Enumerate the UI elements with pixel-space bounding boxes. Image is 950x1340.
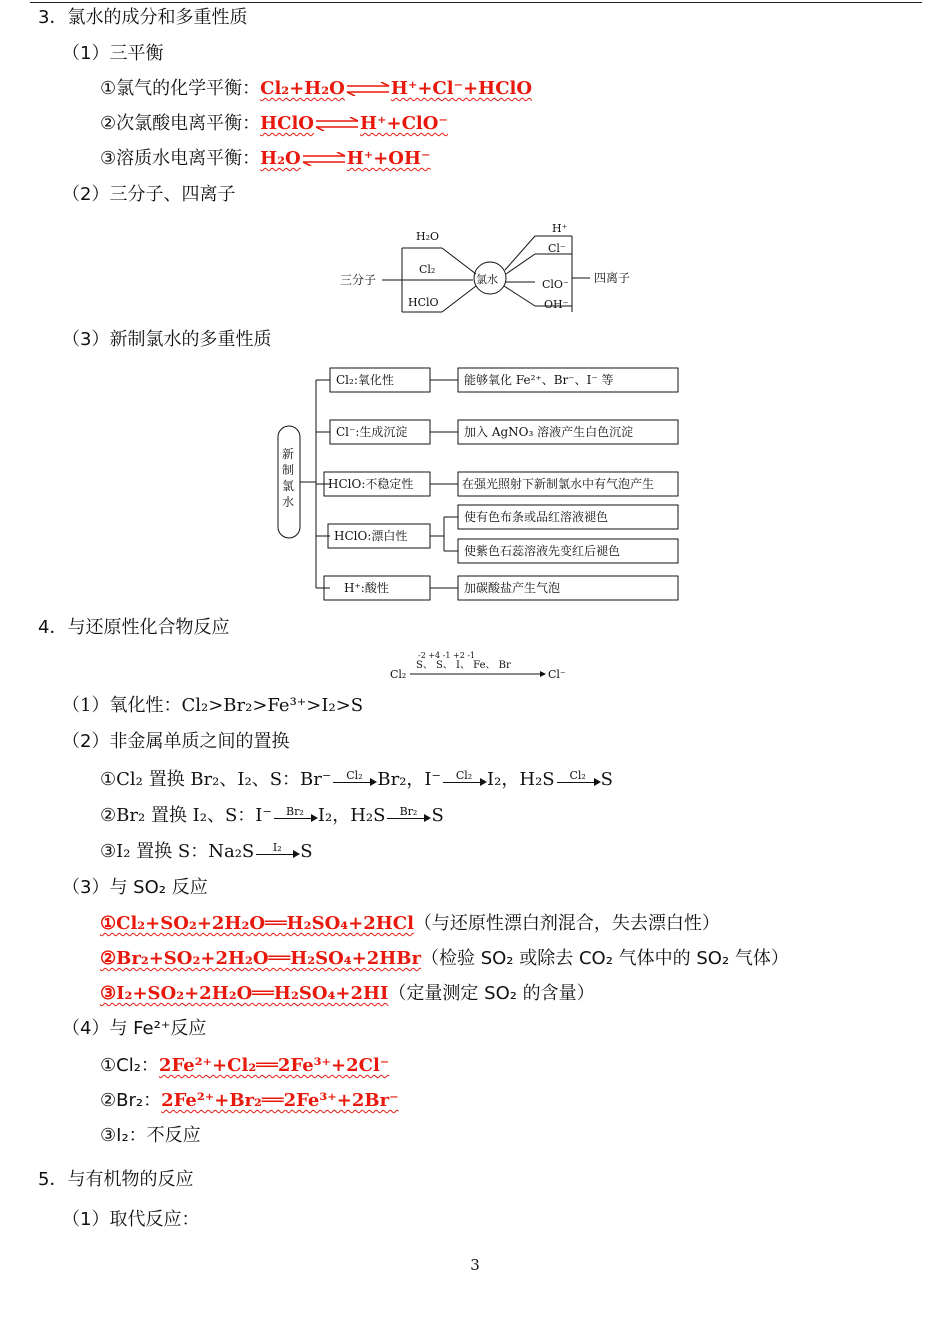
- root-char-2: 制: [282, 463, 295, 477]
- fe-reaction-2: [100, 1089, 399, 1113]
- fe-label: ②Br₂：: [100, 1090, 162, 1111]
- effect-bubbles-light: 在强光照射下新制氯水中有气泡产生: [462, 477, 655, 491]
- equilibrium-left: HClO: [260, 113, 314, 134]
- molecule-h2o: H₂O: [416, 230, 440, 243]
- root-char-3: 氯: [282, 479, 295, 493]
- molecules-ions-diagram: [330, 218, 650, 318]
- equilibrium-left: Cl₂+H₂O: [260, 78, 345, 99]
- so2-reaction-3: [100, 982, 595, 1006]
- subsection-molecules-ions: （2）三分子、四离子: [62, 184, 236, 205]
- so2-reaction-2: [100, 947, 789, 971]
- properties-diagram: [270, 360, 690, 610]
- subsection-properties: （3）新制氯水的多重性质: [62, 329, 272, 350]
- subsection-three-equilibria: （1）三平衡: [62, 43, 164, 64]
- species-h-ion: H⁺:酸性: [344, 581, 389, 595]
- fe-equation: 2Fe²⁺+Cl₂══2Fe³⁺+2Cl⁻: [158, 1055, 390, 1076]
- equilibrium-label: ③溶质水电离平衡：: [100, 148, 261, 169]
- equilibrium-right: H⁺+OH⁻: [346, 148, 431, 169]
- product: S: [300, 841, 313, 862]
- ion-oh: OH⁻: [544, 298, 569, 311]
- scheme-start: Cl₂: [390, 668, 407, 681]
- displacement-head: ②Br₂ 置换 I₂、S：I⁻: [100, 805, 272, 826]
- so2-equation: ②Br₂+SO₂+2H₂O══H₂SO₄+2HBr: [100, 948, 421, 969]
- displacement-head: ①Cl₂ 置换 Br₂、I₂、S：Br⁻: [100, 769, 332, 790]
- product: I₂，H₂S: [317, 805, 386, 826]
- molecule-cl2: Cl₂: [419, 263, 436, 276]
- reversible-arrow-icon: [345, 82, 391, 96]
- displacement-i2: [100, 840, 313, 864]
- equilibrium-label: ①氯气的化学平衡：: [100, 78, 261, 99]
- ion-clo: ClO⁻: [542, 278, 569, 291]
- so2-equation: ③I₂+SO₂+2H₂O══H₂SO₄+2HI: [100, 983, 389, 1004]
- reversible-arrow-icon: [301, 152, 347, 166]
- equilibrium-1: [100, 77, 532, 101]
- section-5-title: 5．与有机物的反应: [38, 1169, 194, 1190]
- species-hclo-unstable: HClO:不稳定性: [328, 477, 414, 491]
- so2-note: （与还原性漂白剂混合，失去漂白性）: [413, 913, 720, 934]
- species-hclo-bleach: HClO:漂白性: [334, 529, 408, 543]
- ion-cl: Cl⁻: [548, 242, 566, 255]
- ion-h: H⁺: [552, 222, 568, 235]
- equilibrium-right: H⁺+ClO⁻: [360, 113, 448, 134]
- effect-carbonate: 加碳酸盐产生气泡: [464, 581, 561, 595]
- molecule-hclo: HClO: [408, 296, 439, 309]
- scheme-oxidation-states: -2 +4 -1 +2 -1: [418, 651, 476, 660]
- product: S: [431, 805, 444, 826]
- so2-note: （检验 SO₂ 或除去 CO₂ 气体中的 SO₂ 气体）: [420, 948, 789, 969]
- subsection-substitution: （1）取代反应：: [62, 1209, 200, 1230]
- three-molecules-label: 三分子: [340, 273, 377, 287]
- reaction-arrow-icon: Cl₂: [441, 768, 487, 792]
- fe-reaction-3: [100, 1124, 201, 1148]
- chlorine-water-node: 氯水: [476, 273, 498, 286]
- reaction-arrow-icon: Br₂: [385, 804, 431, 828]
- effect-bleach-cloth: 使有色布条或品红溶液褪色: [464, 510, 609, 524]
- subsection-so2: （3）与 SO₂ 反应: [62, 877, 208, 898]
- header-rule: [30, 2, 922, 3]
- effect-precipitate: 加入 AgNO₃ 溶液产生白色沉淀: [464, 425, 634, 439]
- so2-note: （定量测定 SO₂ 的含量）: [388, 983, 595, 1004]
- reaction-arrow-icon: I₂: [254, 840, 300, 864]
- equilibrium-3: [100, 147, 431, 171]
- product: I₂，H₂S: [487, 769, 555, 790]
- displacement-head: ③I₂ 置换 S：Na₂S: [100, 841, 255, 862]
- equilibrium-label: ②次氯酸电离平衡：: [100, 113, 261, 134]
- equilibrium-left: H₂O: [260, 148, 301, 169]
- equilibrium-2: [100, 112, 448, 136]
- section-4-title: 4．与还原性化合物反应: [38, 617, 230, 638]
- reaction-arrow-icon: Cl₂: [555, 768, 601, 792]
- subsection-displacement: （2）非金属单质之间的置换: [62, 731, 290, 752]
- page-number: 3: [470, 1256, 480, 1274]
- product: Br₂，I⁻: [377, 769, 442, 790]
- equilibrium-right: H⁺+Cl⁻+HClO: [390, 78, 533, 99]
- fe-equation: 2Fe²⁺+Br₂══2Fe³⁺+2Br⁻: [161, 1090, 399, 1111]
- so2-equation: ①Cl₂+SO₂+2H₂O══H₂SO₄+2HCl: [100, 913, 414, 934]
- reaction-arrow-icon: Br₂: [272, 804, 318, 828]
- displacement-cl2: [100, 768, 613, 792]
- scheme-end: Cl⁻: [548, 668, 566, 681]
- oxidizing-order: （1）氧化性：Cl₂>Br₂>Fe³⁺>I₂>S: [62, 695, 364, 716]
- root-char-4: 水: [282, 495, 295, 509]
- fe-label: ③I₂：不反应: [100, 1125, 201, 1146]
- section-3-title: 3．氯水的成分和多重性质: [38, 7, 248, 28]
- fe-label: ①Cl₂：: [100, 1055, 159, 1076]
- effect-litmus: 使紫色石蕊溶液先变红后褪色: [464, 544, 621, 558]
- product: S: [600, 769, 613, 790]
- species-cl-ion: Cl⁻:生成沉淀: [336, 425, 408, 439]
- root-char-1: 新: [282, 447, 295, 461]
- subsection-fe2: （4）与 Fe²⁺反应: [62, 1018, 207, 1039]
- reduction-scheme: [388, 648, 578, 684]
- reaction-arrow-icon: Cl₂: [331, 768, 377, 792]
- fe-reaction-1: [100, 1054, 389, 1078]
- species-cl2: Cl₂:氧化性: [336, 373, 394, 387]
- effect-oxidation: 能够氧化 Fe²⁺、Br⁻、I⁻ 等: [464, 373, 614, 387]
- scheme-reductants: S、 S、 I、 Fe、 Br: [416, 660, 511, 671]
- displacement-br2: [100, 804, 444, 828]
- so2-reaction-1: [100, 912, 720, 936]
- four-ions-label: 四离子: [594, 271, 631, 285]
- reversible-arrow-icon: [314, 117, 360, 131]
